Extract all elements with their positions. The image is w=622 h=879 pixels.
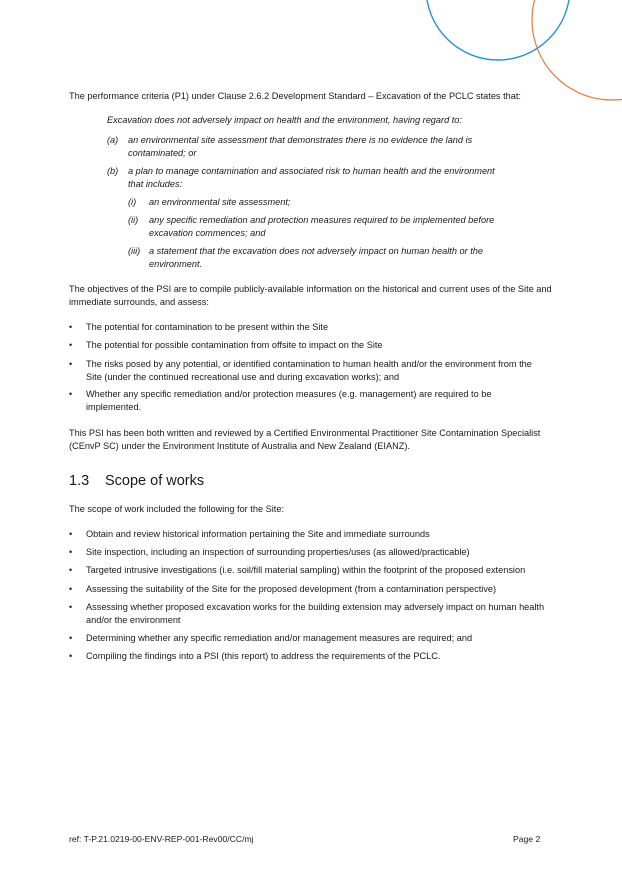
bullet-icon: • [69, 389, 73, 399]
footer-page-number: Page 2 [513, 834, 541, 844]
bullet-icon: • [69, 565, 73, 575]
quote-item-a-line1: an environmental site assessment that demonstrates there is no evidence the land is [128, 135, 473, 145]
section-heading [69, 472, 204, 490]
quote-subitem-iii-line1: a statement that the excavation does not adversely impact on human health or the [149, 246, 484, 256]
bullet-icon: • [69, 529, 73, 539]
bullet-icon: • [69, 651, 73, 661]
quote-subitem-label-i: (i) [128, 197, 137, 207]
scope-bullet-2: Site inspection, including an inspection of surrounding properties/uses (as allowed/practicable) [86, 547, 470, 557]
bullet-icon: • [69, 633, 73, 643]
quote-lead: Excavation does not adversely impact on health and the environment, having regard to: [107, 115, 462, 125]
section-title: Scope of works [105, 473, 205, 489]
quote-subitem-iii-line2: environment. [149, 258, 203, 269]
objectives-line1: The objectives of the PSI are to compile publicly-available information on the historical and current uses of the Site and [69, 284, 552, 294]
decorative-blue-circle [426, 0, 570, 60]
quote-item-label-b: (b) [107, 166, 119, 176]
scope-intro: The scope of work included the following for the Site: [69, 504, 285, 514]
quote-item-b-line1: a plan to manage contamination and associated risk to human health and the environment [128, 166, 495, 176]
quote-item-a-line2: contaminated; or [128, 147, 197, 158]
review-line1: This PSI has been both written and reviewed by a Certified Environmental Practitioner Site Contamination Specialist [69, 428, 541, 438]
objectives-line2: immediate surrounds, and assess: [69, 296, 209, 307]
quote-subitem-ii-line2: excavation commences; and [149, 227, 266, 238]
bullet-icon: • [69, 602, 73, 612]
scope-bullet-3: Targeted intrusive investigations (i.e. soil/fill material sampling) within the footprint of the proposed extension [86, 565, 526, 575]
objective-bullet-4-line1: Whether any specific remediation and/or protection measures (e.g. management) are required to be [86, 389, 492, 399]
bullet-icon: • [69, 584, 73, 594]
section-number: 1.3 [69, 473, 90, 489]
intro-paragraph: The performance criteria (P1) under Clause 2.6.2 Development Standard – Excavation of the PCLC states that: [69, 91, 521, 101]
bullet-icon: • [69, 340, 73, 350]
bullet-icon: • [69, 359, 73, 369]
bullet-icon: • [69, 547, 73, 557]
quote-item-b-line2: that includes: [128, 178, 183, 189]
objective-bullet-2: The potential for possible contamination from offsite to impact on the Site [86, 340, 383, 350]
decorative-orange-circle [532, 0, 622, 100]
quote-subitem-label-iii: (iii) [128, 246, 141, 256]
scope-bullet-5-line2: and/or the environment [86, 614, 181, 625]
scope-bullet-6: Determining whether any specific remediation and/or management measures are required; and [86, 633, 473, 643]
objective-bullet-3-line2: Site (under the continued recreational use and during excavation works); and [86, 371, 400, 382]
objective-bullet-1: The potential for contamination to be present within the Site [86, 322, 329, 332]
footer-reference: ref: T-P.21.0219-00-ENV-REP-001-Rev00/CC/mj [69, 834, 254, 844]
scope-bullet-7: Compiling the findings into a PSI (this report) to address the requirements of the PCLC. [86, 651, 441, 661]
scope-bullet-4: Assessing the suitability of the Site for the proposed development (from a contamination perspective) [86, 584, 497, 594]
scope-bullet-1: Obtain and review historical information pertaining the Site and immediate surrounds [86, 529, 430, 539]
quote-subitem-i-line1: an environmental site assessment; [149, 197, 291, 207]
quote-subitem-label-ii: (ii) [128, 215, 139, 225]
scope-bullet-5-line1: Assessing whether proposed excavation works for the building extension may adversely impact on human health [86, 602, 545, 612]
bullet-icon: • [69, 322, 73, 332]
objective-bullet-3-line1: The risks posed by any potential, or identified contamination to human health and/or the environment from the [86, 359, 532, 369]
quote-item-label-a: (a) [107, 135, 119, 145]
quote-subitem-ii-line1: any specific remediation and protection measures required to be implemented before [149, 215, 495, 225]
review-line2: (CEnvP SC) under the Environment Institute of Australia and New Zealand (EIANZ). [69, 440, 410, 451]
objective-bullet-4-line2: implemented. [86, 401, 142, 412]
